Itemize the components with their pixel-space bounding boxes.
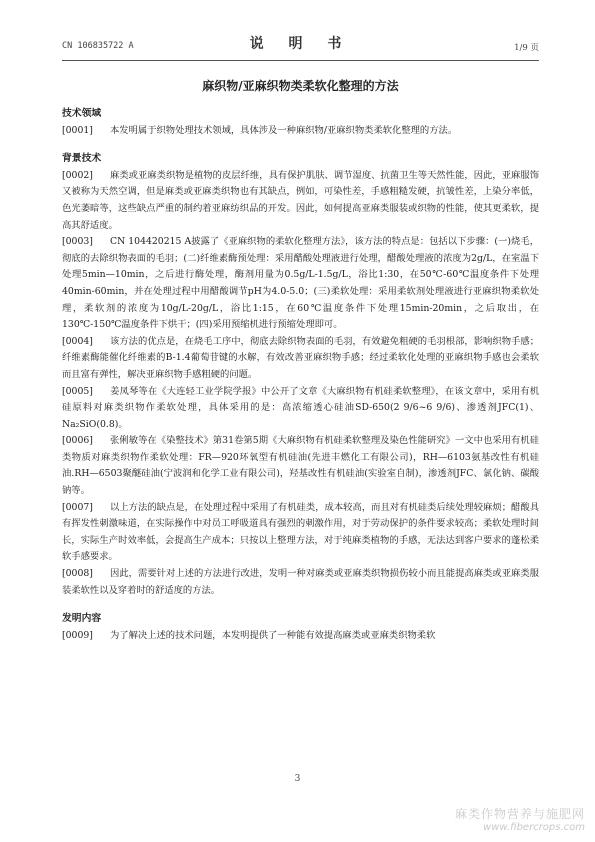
page-number: 3 [294,774,301,784]
paragraph-text: CN 104420215 A披露了《亚麻织物的柔软化整理方法》，该方法的特点是：包括以下步骤：(一)烧毛，彻底的去除织物表面的毛羽；(二)纤维素酶预处理：采用醋酸处理液进行处理，醋酸处理液的浓度为2g/L，在室温下处理5min—10min，之后进行酶处理，酶剂用量为0.5g/L-1.5g/L，浴比1:30，在50℃-60℃温度条件下处理40min-60min，并在处理过程中用醋酸调节pH为4.0-5.0；(三)柔软处理：采用柔软剂处理液进行亚麻织物柔软处理，柔软剂的浓度为10g/L-20g/L，浴比1:15，在60℃温度条件下处理15min-20min，之后取出，在130℃-150℃温度条件下烘干；(四)采用预缩机进行预缩处理即可。 [62,236,539,331]
paragraph-text: 麻类或亚麻类织物是植物的皮层纤维，具有保护肌肤、调节湿度、抗菌卫生等天然性能，因此，亚麻服饰又被称为天然空调，但是麻类或亚麻类织物也有其缺点，例如，可染性差，手感粗糙发硬，抗皱性差，上染分率低，色光萎暗等，这些缺点严重的制约着亚麻纺织品的开发。因此，如何提高亚麻类服装或织物的性能，使其更柔软，提高其舒适度。 [62,169,539,231]
document-title: 麻织物/亚麻织物类柔软化整理的方法 [202,79,399,93]
paragraph-0003 [62,234,539,334]
paragraph-0007 [62,500,539,566]
watermark-url: www.fibercrops.com [483,822,585,833]
paragraph-number: [0005] [62,385,93,397]
document-type-label: 说 明 书 [249,36,352,52]
paragraph-0001 [62,123,539,140]
paragraph-number: [0009] [62,629,93,641]
paragraph-number: [0006] [62,435,93,447]
paragraph-text: 为了解决上述的技术问题，本发明提供了一种能有效提高麻类或亚麻类织物柔软 [110,629,436,641]
watermark [455,805,585,833]
section-heading-summary: 发明内容 [62,613,102,625]
watermark-site-name: 麻类作物营养与施肥网 [454,807,585,821]
publication-number: CN 106835722 A [62,41,134,51]
paragraph-number: [0003] [62,236,93,248]
document-header [62,33,539,55]
paragraph-text: 姜凤琴等在《大连轻工业学院学报》中公开了文章《大麻织物有机硅柔软整理》，在该文章中，采用有机硅原料对麻类织物作柔软处理，具体采用的是：高浓缩透心硅油SD-650(2 9/6~6 9/6)、渗透剂JFC(1)、Na₂SiO(0.8)。 [62,385,539,430]
header-divider [62,60,539,61]
paragraph-text: 张俐敏等在《染整技术》第31卷第5期《大麻织物有机硅柔软整理及染色性能研究》一文中也采用有机硅类物质对麻类织物作柔软处理：FR—920环氧型有机硅油(先进丰燃化工有限公司)，RH—6103氨基改性有机硅油.RH—6503聚醚硅油(宁波润和化学工业有限公司)，羟基改性有机硅油(实验室自制)，渗透剂JFC、氯化钠、碳酸钠等。 [62,435,539,497]
paragraph-0008 [62,566,539,599]
paragraph-text: 该方法的优点是，在烧毛工序中，彻底去除织物表面的毛羽，有效避免粗硬的毛羽根部，影响织物手感；纤维素酶能催化纤维素的B-1.4葡萄苷键的水解，有效改善亚麻织物手感；经过柔软化处理的亚麻织物手感也会柔软而且富有弹性，解决亚麻织物手感粗硬的问题。 [62,335,539,380]
paragraph-text: 以上方法的缺点是，在处理过程中采用了有机硅类，成本较高，而且对有机硅类后续处理较麻烦；醋酸具有挥发性刺激味道，在实际操作中对员工呼吸道具有强烈的刺激作用，对于劳动保护的条件要求较高；柔软处理时间长，实际生产时效率低，会提高生产成本；只按以上整理方法，对于纯麻类植物的手感，无法达到客户要求的蓬松柔软手感要求。 [62,501,539,563]
paragraph-number: [0007] [62,501,93,513]
paragraph-0006 [62,433,539,499]
paragraph-text: 因此，需要针对上述的方法进行改进，发明一种对麻类或亚麻类织物损伤较小而且能提高麻类或亚麻类服装柔软性以及穿着时的舒适度的方法。 [62,568,539,596]
paragraph-0004 [62,334,539,384]
paragraph-0005 [62,384,539,434]
paragraph-number: [0008] [62,568,93,580]
paragraph-number: [0004] [62,335,93,347]
paragraph-number: [0001] [62,124,93,136]
paragraph-text: 本发明属于织物处理技术领域，具体涉及一种麻织物/亚麻织物类柔软化整理的方法。 [110,124,458,136]
paragraph-number: [0002] [62,169,93,181]
section-heading-background: 背景技术 [62,153,102,165]
paragraph-0002 [62,168,539,234]
paragraph-0009 [62,628,539,645]
section-heading-technical-field: 技术领域 [62,108,102,119]
page-indicator: 1/9 页 [514,43,539,53]
document-body [62,106,539,644]
